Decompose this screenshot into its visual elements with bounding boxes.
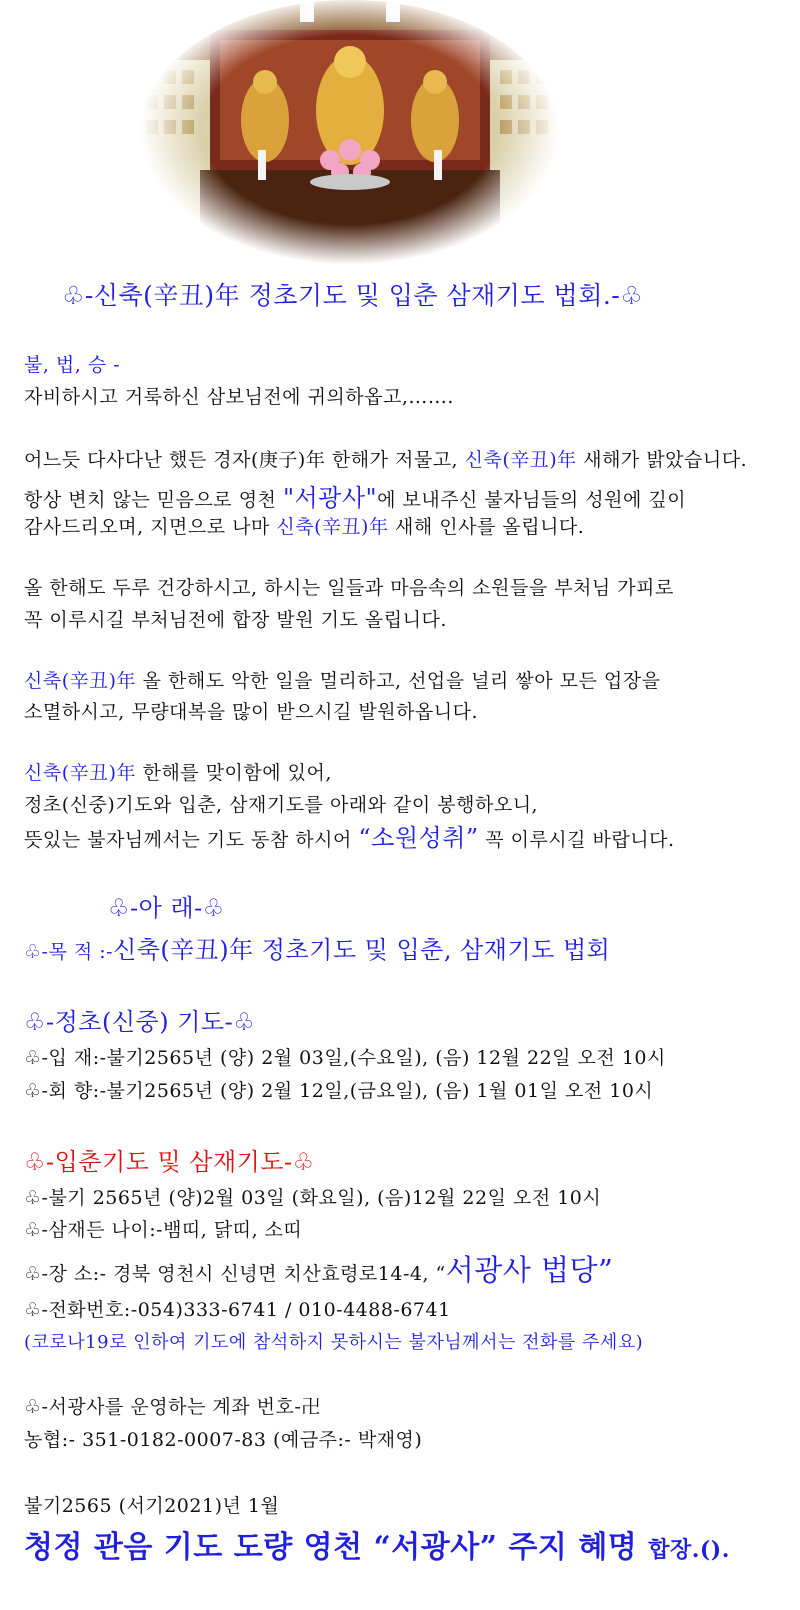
intro-para-6: 신축(辛丑)年 올 한해도 악한 일을 멀리하고, 선업을 널리 쌓아 모든 업장을 bbox=[24, 670, 661, 692]
temple-altar-photo bbox=[140, 0, 560, 270]
jeongcho-end: ♧-회 향:-불기2565년 (양) 2월 12일,(금요일), (음) 1월 01일 오전 10시 bbox=[24, 1080, 654, 1102]
intro-para-3: 감사드리오며, 지면으로 나마 신축(辛丑)年 새해 인사를 올립니다. bbox=[24, 516, 585, 538]
intro-para-8: 신축(辛丑)年 한해를 맞이함에 있어, bbox=[24, 762, 332, 784]
page-title: ♧-신축(辛丑)年 정초기도 및 입춘 삼재기도 법회.-♧ bbox=[62, 281, 644, 310]
jeongcho-start: ♧-입 재:-불기2565년 (양) 2월 03일,(수요일), (음) 12월 22일 오전 10시 bbox=[24, 1047, 666, 1069]
purpose: ♧-목 적 :-신축(辛丑)年 정초기도 및 입춘, 삼재기도 법회 bbox=[24, 936, 611, 964]
intro-para-2: 항상 변치 않는 믿음으로 영천 "서광사"에 보내주신 불자님들의 성원에 깊이 bbox=[24, 484, 687, 512]
below-heading: ♧-아 래-♧ bbox=[108, 894, 225, 922]
greeting: 불, 법, 승 - bbox=[24, 354, 121, 376]
intro-para-5: 꼭 이루시길 부처님전에 합장 발원 기도 올립니다. bbox=[24, 609, 447, 631]
intro-para-9: 정초(신중)기도와 입춘, 삼재기도를 아래와 같이 봉행하오니, bbox=[24, 794, 539, 816]
account-heading: ♧-서광사를 운영하는 계좌 번호-卍 bbox=[24, 1396, 321, 1418]
intro-para-4: 올 한해도 두루 건강하시고, 하시는 일들과 마음속의 소원들을 부처님 가피로 bbox=[24, 577, 674, 599]
samjae-ages: ♧-삼재든 나이:-뱀띠, 닭띠, 소띠 bbox=[24, 1219, 303, 1241]
ipchun-date: ♧-불기 2565년 (양)2월 03일 (화요일), (음)12월 22일 오전 10시 bbox=[24, 1187, 602, 1209]
ipchun-heading: ♧-입춘기도 및 삼재기도-♧ bbox=[24, 1148, 315, 1176]
intro-para-7: 소멸하시고, 무량대복을 많이 받으시길 발원하옵니다. bbox=[24, 701, 479, 723]
covid-note: (코로나19로 인하여 기도에 참석하지 못하시는 불자님께서는 전화를 주세요) bbox=[24, 1332, 644, 1353]
place: ♧-장 소:- 경북 영천시 신녕면 치산효령로14-4, “서광사 법당” bbox=[24, 1253, 614, 1287]
jeongcho-heading: ♧-정초(신중) 기도-♧ bbox=[24, 1008, 256, 1036]
intro-line-1: 자비하시고 거룩하신 삼보님전에 귀의하옵고,……. bbox=[24, 386, 454, 408]
intro-para-10: 뜻있는 불자님께서는 기도 동참 하시어 “소원성취” 꼭 이루시길 바랍니다. bbox=[24, 824, 675, 852]
signature: 청정 관음 기도 도량 영천 “서광사” 주지 혜명 합장.(). bbox=[24, 1530, 730, 1565]
footer-date: 불기2565 (서기2021)년 1월 bbox=[24, 1495, 280, 1517]
phone: ♧-전화번호:-054)333-6741 / 010-4488-6741 bbox=[24, 1299, 451, 1321]
intro-para-1: 어느듯 다사다난 했든 경자(庚子)年 한해가 저물고, 신축(辛丑)年 새해가 밝았습니다. bbox=[24, 449, 748, 471]
bank-account: 농협:- 351-0182-0007-83 (예금주:- 박재영) bbox=[24, 1429, 423, 1451]
